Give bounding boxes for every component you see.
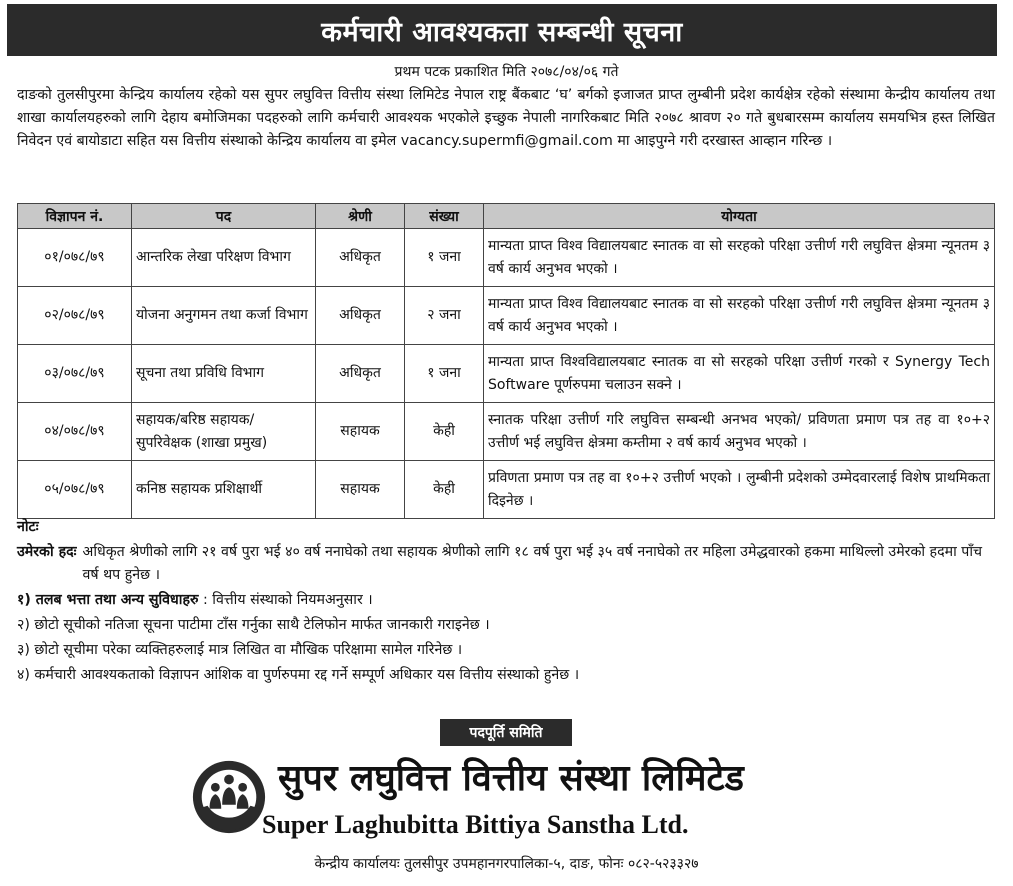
table-row bbox=[18, 403, 995, 461]
header-post: पद bbox=[132, 204, 316, 229]
cell-post: योजना अनुगमन तथा कर्जा विभाग bbox=[132, 287, 316, 345]
cell-qualification: मान्यता प्राप्त विश्व विद्यालयबाट स्नातक वा सो सरहको परिक्षा उत्तीर्ण गरी लघुवित्त क्षेत्रमा न्यूनतम ३ वर्ष कार्य अनुभव भएको । bbox=[484, 229, 995, 287]
office-address: केन्द्रीय कार्यालयः तुलसीपुर उपमहानगरपालिका-५, दाङ, फोनः ०८२-५२३३२७ bbox=[314, 856, 699, 872]
cell-qualification: मान्यता प्राप्त विश्वविद्यालयबाट स्नातक वा सो सरहको परिक्षा उत्तीर्ण गरको र Synergy Tech Software पूर्णरुपमा चलाउन सक्ने । bbox=[484, 345, 995, 403]
company-name-nepali: सुपर लघुवित्त वित्तीय संस्था लिमिटेड bbox=[278, 758, 744, 799]
first-published-date: प्रथम पटक प्रकाशित मिति २०७८/०४/०६ गते bbox=[394, 64, 619, 80]
header-count: संख्या bbox=[405, 204, 484, 229]
committee-label bbox=[440, 719, 572, 746]
cell-count: केही bbox=[405, 461, 484, 519]
cell-post: आन्तरिक लेखा परिक्षण विभाग bbox=[132, 229, 316, 287]
header-category: श्रेणी bbox=[316, 204, 405, 229]
cell-category: अधिकृत bbox=[316, 287, 405, 345]
note-item-3: ३) छोटो सूचीमा परेका व्यक्तिहरुलाई मात्र लिखित वा मौखिक परिक्षामा सामेल गरिनेछ । bbox=[17, 642, 463, 658]
committee-text: पदपूर्ति समिति bbox=[469, 725, 543, 741]
cell-qualification: मान्यता प्राप्त विश्व विद्यालयबाट स्नातक वा सो सरहको परिक्षा उत्तीर्ण गरी लघुवित्त क्षेत्रमा न्यूनतम ३ वर्ष कार्य अनुभव भएको । bbox=[484, 287, 995, 345]
note-item-2: २) छोटो सूचीको नतिजा सूचना पाटीमा टाँस गर्नुका साथै टेलिफोन मार्फत जानकारी गराइनेछ । bbox=[17, 617, 490, 633]
cell-category: अधिकृत bbox=[316, 345, 405, 403]
cell-count: २ जना bbox=[405, 287, 484, 345]
company-logo-icon bbox=[190, 758, 268, 836]
notice-title-text: कर्मचारी आवश्यकता सम्बन्धी सूचना bbox=[321, 16, 683, 48]
cell-post: सूचना तथा प्रविधि विभाग bbox=[132, 345, 316, 403]
cell-ad-no: ०२/०७८/७९ bbox=[18, 287, 132, 345]
age-limit-note bbox=[17, 541, 997, 587]
table-header-row bbox=[18, 204, 995, 229]
cell-category: सहायक bbox=[316, 403, 405, 461]
note-item-1-label: १) तलब भत्ता तथा अन्य सुविधाहरु bbox=[17, 592, 199, 608]
header-ad-no: विज्ञापन नं. bbox=[18, 204, 132, 229]
notes-section bbox=[17, 517, 997, 687]
cell-ad-no: ०४/०७८/७९ bbox=[18, 403, 132, 461]
header-qualification: योग्यता bbox=[484, 204, 995, 229]
cell-qualification: स्नातक परिक्षा उत्तीर्ण गरि लघुवित्त सम्बन्धी अनभव भएको/ प्रविणता प्रमाण पत्र तह वा १०+२ उत्तीर्ण भई लघुवित्त क्षेत्रमा कम्तीमा २ वर्ष कार्य अनुभव भएको । bbox=[484, 403, 995, 461]
note-item-1 bbox=[17, 588, 997, 612]
notes-heading: नोटः bbox=[17, 519, 39, 535]
age-limit-label: उमेरको हदः bbox=[17, 544, 77, 560]
cell-count: १ जना bbox=[405, 345, 484, 403]
company-name-english: Super Laghubitta Bittiya Sanstha Ltd. bbox=[262, 810, 689, 839]
table-row bbox=[18, 229, 995, 287]
cell-ad-no: ०३/०७८/७९ bbox=[18, 345, 132, 403]
cell-category: सहायक bbox=[316, 461, 405, 519]
cell-ad-no: ०१/०७८/७९ bbox=[18, 229, 132, 287]
table-row bbox=[18, 287, 995, 345]
cell-post: कनिष्ठ सहायक प्रशिक्षार्थी bbox=[132, 461, 316, 519]
cell-count: १ जना bbox=[405, 229, 484, 287]
note-item-1-text: : वित्तीय संस्थाको नियमअनुसार । bbox=[198, 592, 373, 608]
cell-post: सहायक/बरिष्ठ सहायक/ सुपरिवेक्षक (शाखा प्रमुख) bbox=[132, 403, 316, 461]
note-item-4: ४) कर्मचारी आवश्यकताको विज्ञापन आंशिक वा पुर्णरुपमा रद्द गर्ने सम्पूर्ण अधिकार यस वित्तीय संस्थाको हुनेछ । bbox=[17, 667, 580, 683]
age-limit-text: अधिकृत श्रेणीको लागि २१ वर्ष पुरा भई ४० वर्ष ननाघेको तथा सहायक श्रेणीको लागि १८ वर्ष पुरा भई ३५ वर्ष ननाघेको तर महिला उमेद्धवारको हकमा माथिल्लो उमेरको हदमा पाँच वर्ष थप हुनेछ । bbox=[82, 544, 983, 583]
cell-ad-no: ०५/०७८/७९ bbox=[18, 461, 132, 519]
table-row bbox=[18, 345, 995, 403]
cell-category: अधिकृत bbox=[316, 229, 405, 287]
cell-qualification: प्रविणता प्रमाण पत्र तह वा १०+२ उत्तीर्ण भएको । लुम्बीनी प्रदेशको उम्मेदवारलाई विशेष प्राथमिकता दिइनेछ । bbox=[484, 461, 995, 519]
intro-paragraph: दाङको तुलसीपुरमा केन्द्रिय कार्यालय रहेको यस सुपर लघुवित्त वित्तीय संस्था लिमिटेड नेपाल राष्ट्र बैंकबाट ‘घ’ बर्गको इजाजत प्राप्त लुम्बीनी प्रदेश कार्यक्षेत्र रहेको संस्थामा केन्द्रीय कार्यालय तथा शाखा कार्यालयहरुको लागि देहाय बमोजिमका पदहरुको लागि कर्मचारी आवश्यक भएकोले इच्छुक नेपाली नागरिकबाट मिति २०७८ श्रावण २० गते बुधबारसम्म कार्यालय समयभित्र हस्त लिखित निवेदन एवं बायोडाटा सहित यस वित्तीय संस्थाको केन्द्रिय कार्यालय वा इमेल vacancy.supermfi@gmail.com मा आइपुग्ने गरी दरखास्त आव्हान गरिन्छ । bbox=[17, 87, 995, 149]
notice-title bbox=[7, 4, 997, 56]
cell-count: केही bbox=[405, 403, 484, 461]
table-row bbox=[18, 461, 995, 519]
vacancy-table bbox=[17, 203, 995, 519]
